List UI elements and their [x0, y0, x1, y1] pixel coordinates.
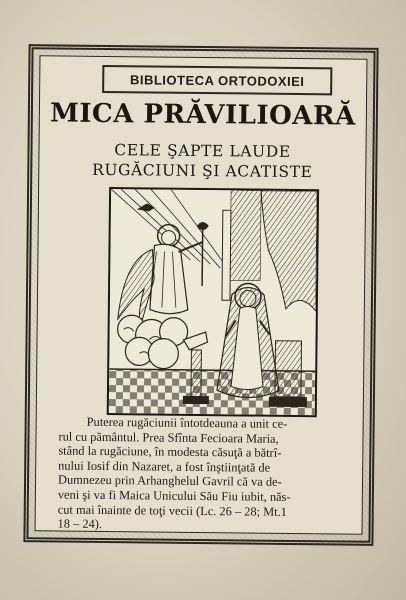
caption-line: 18 – 24).: [57, 516, 103, 532]
ornamental-frame: [23, 44, 378, 546]
series-label: BIBLIOTECA ORTODOXIEI: [102, 65, 332, 95]
annunciation-illustration: [107, 187, 319, 417]
caption-line: veni şi va fi Maica Unicului Său Fiu iubit, năs-: [57, 487, 291, 504]
annunciation-engraving-icon: [109, 189, 317, 415]
caption-text: [58, 415, 347, 535]
book-title: MICA PRĂVILIOARĂ: [49, 98, 356, 132]
subtitle-line-1: CELE ŞAPTE LAUDE: [114, 141, 291, 161]
frame-inner: [35, 55, 368, 534]
caption-line: Dumnezeu prin Arhanghelul Gavril că va de-: [57, 472, 282, 490]
subtitle-line-2: RUGĂCIUNI ŞI ACATISTE: [92, 160, 313, 182]
caption-line: rul cu pământul. Prea Sfînta Fecioara Maria,: [58, 429, 279, 446]
caption-line: stând la rugăciune, în modesta căsuţă a bătrî-: [58, 443, 282, 461]
caption-line: cut mai înainte de toţi vecii (Lc. 26 – 28; Mt.1: [57, 502, 287, 519]
caption-line: nului Iosif din Nazaret, a fost înştiinţată de: [58, 458, 271, 475]
caption-line: Puterea rugăciunii întotdeauna a unit ce-: [86, 414, 288, 431]
